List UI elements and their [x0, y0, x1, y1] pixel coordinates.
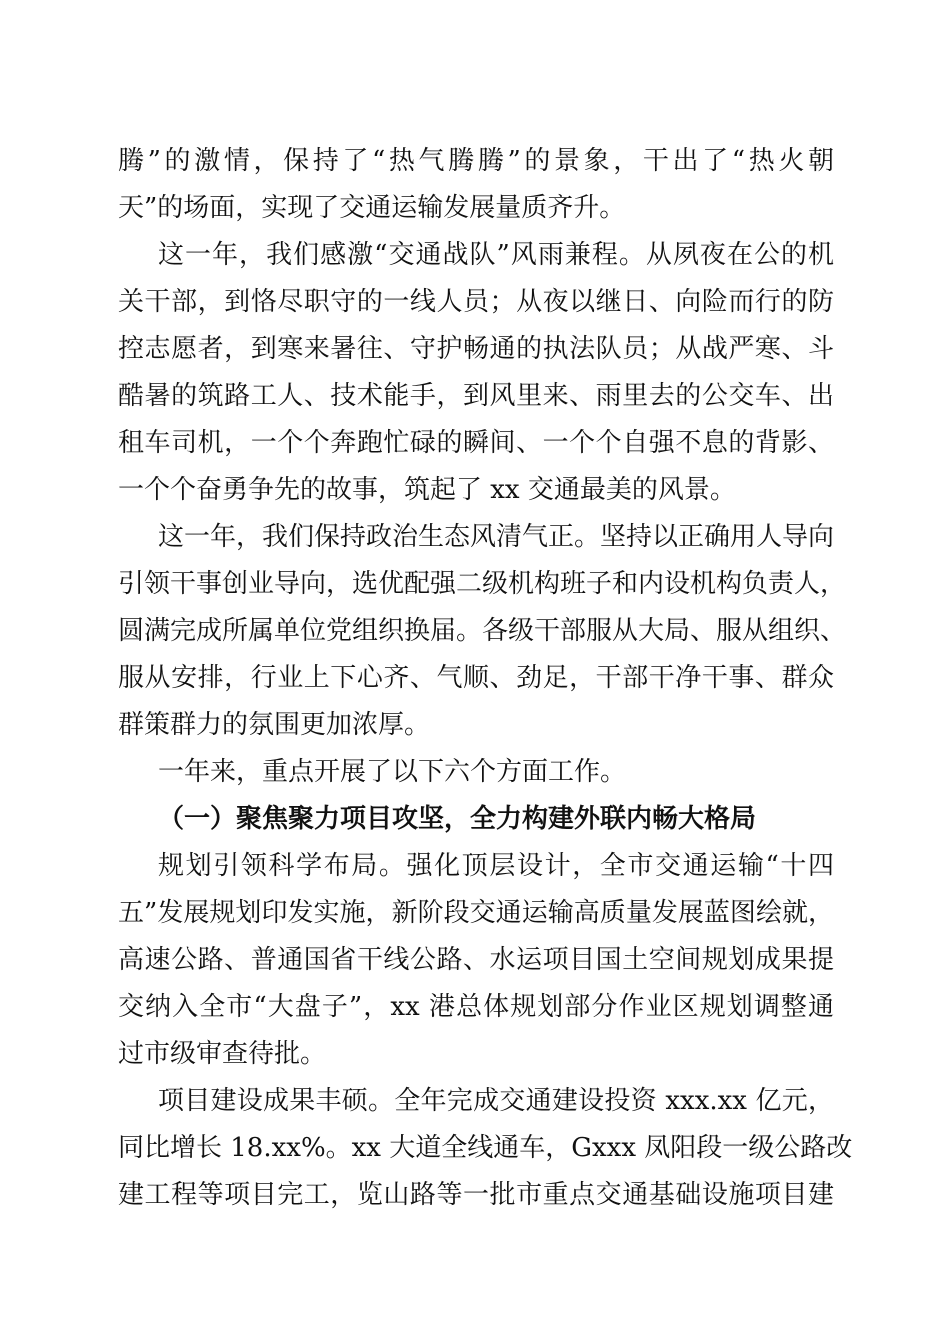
body-text-line: 同比增长 18.xx%。xx 大道全线通车，Gxxx 凤阳段一级公路改 [118, 1133, 853, 1163]
paragraph-first-line: 一年来，重点开展了以下六个方面工作。 [158, 757, 627, 787]
body-text-line: 酷暑的筑路工人、技术能手，到风里来、雨里去的公交车、出 [118, 381, 834, 411]
body-text-line: 高速公路、普通国省干线公路、水运项目国土空间规划成果提 [118, 945, 834, 975]
paragraph-first-line: 这一年，我们感激“交通战队”风雨兼程。从夙夜在公的机 [158, 240, 834, 270]
body-text-line: 建工程等项目完工，览山路等一批市重点交通基础设施项目建 [118, 1180, 834, 1210]
body-text-line: 五”发展规划印发实施，新阶段交通运输高质量发展蓝图绘就， [118, 898, 834, 928]
body-text-line: 天”的场面，实现了交通运输发展量质齐升。 [118, 193, 626, 223]
body-text-line: 交纳入全市“大盘子”，xx 港总体规划部分作业区规划调整通 [118, 992, 834, 1022]
body-text-line: 过市级审查待批。 [118, 1039, 327, 1069]
paragraph-first-line: 这一年，我们保持政治生态风清气正。坚持以正确用人导向 [158, 522, 835, 552]
body-text-line: 腾”的激情，保持了“热气腾腾”的景象，干出了“热火朝 [118, 146, 834, 176]
body-text-line: 控志愿者，到寒来暑往、守护畅通的执法队员；从战严寒、斗 [118, 334, 834, 364]
body-text-line: 服从安排，行业上下心齐、气顺、劲足，干部干净干事、群众 [118, 663, 834, 693]
section-heading: （一）聚焦聚力项目攻坚，全力构建外联内畅大格局 [158, 804, 757, 834]
body-text-line: 群策群力的氛围更加浓厚。 [118, 710, 431, 740]
body-text-line: 引领干事创业导向，选优配强二级机构班子和内设机构负责人， [118, 569, 847, 599]
paragraph-first-line: 规划引领科学布局。强化顶层设计，全市交通运输“十四 [158, 851, 834, 881]
body-text-line: 圆满完成所属单位党组织换届。各级干部服从大局、服从组织、 [118, 616, 847, 646]
paragraph-first-line: 项目建设成果丰硕。全年完成交通建设投资 xxx.xx 亿元， [158, 1086, 834, 1116]
body-text-line: 关干部，到恪尽职守的一线人员；从夜以继日、向险而行的防 [118, 287, 834, 317]
body-text-line: 一个个奋勇争先的故事，筑起了 xx 交通最美的风景。 [118, 475, 736, 505]
body-text-line: 租车司机，一个个奔跑忙碌的瞬间、一个个自强不息的背影、 [118, 428, 834, 458]
